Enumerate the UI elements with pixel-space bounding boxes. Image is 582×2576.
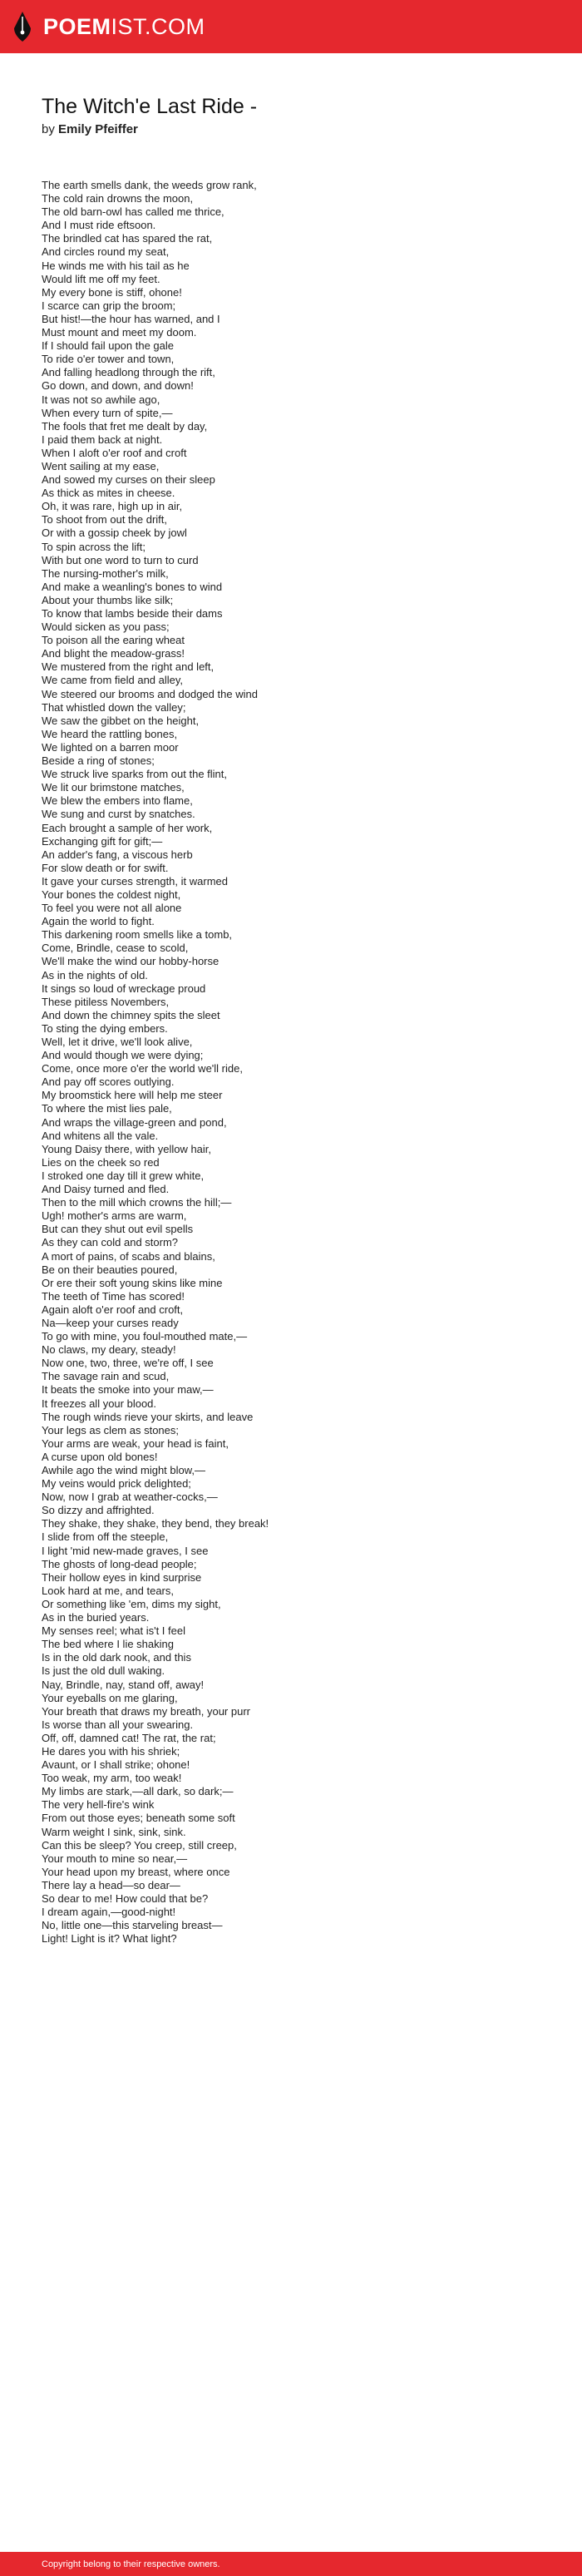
poem-line: Can this be sleep? You creep, still creep,: [42, 1838, 237, 1852]
poem-line: So dizzy and affrighted.: [42, 1504, 155, 1517]
poem-line: He dares you with his shriek;: [42, 1744, 180, 1758]
poem-line: Or ere their soft young skins like mine: [42, 1276, 223, 1289]
poem-line: My veins would prick delighted;: [42, 1477, 191, 1491]
poem-line: We saw the gibbet on the height,: [42, 714, 200, 727]
poem-line: But can they shut out evil spells: [42, 1223, 194, 1236]
poem-line: It was not so awhile ago,: [42, 393, 160, 406]
poem-line: Ugh! mother's arms are warm,: [42, 1209, 187, 1223]
poem-line: The teeth of Time has scored!: [42, 1289, 185, 1303]
poem-line: As in the nights of old.: [42, 968, 148, 981]
poem-line: I dream again,—good-night!: [42, 1906, 176, 1919]
poem-line: Be on their beauties poured,: [42, 1263, 178, 1276]
poem-line: We lit our brimstone matches,: [42, 781, 185, 794]
fountain-pen-nib-icon[interactable]: [12, 10, 33, 43]
poem-line: Then to the mill which crowns the hill;—: [42, 1196, 232, 1209]
poem-line: If I should fail upon the gale: [42, 339, 175, 353]
poem-line: The savage rain and scud,: [42, 1370, 170, 1383]
poem-line: The earth smells dank, the weeds grow rank,: [42, 179, 257, 191]
site-footer: [0, 2552, 582, 2576]
poem-line: Must mount and meet my doom.: [42, 326, 197, 339]
poem-line: And down the chimney spits the sleet: [42, 1008, 220, 1021]
poem-line: But hist!—the hour has warned, and I: [42, 312, 220, 325]
poem-line: Is worse than all your swearing.: [42, 1718, 194, 1731]
logo-text-light: IST.COM: [111, 13, 205, 39]
poem-line: Well, let it drive, we'll look alive,: [42, 1036, 193, 1048]
poem-line: We'll make the wind our hobby-horse: [42, 955, 219, 968]
poem-body: [42, 179, 557, 1946]
poem-line: I light 'mid new-made graves, I see: [42, 1544, 209, 1557]
poem-line: We struck live sparks from out the flint,: [42, 768, 227, 781]
poem-line: Each brought a sample of her work,: [42, 821, 213, 834]
poem-line: Now, now I grab at weather-cocks,—: [42, 1491, 218, 1504]
poem-line: It sings so loud of wreckage proud: [42, 981, 206, 995]
poem-line: Lies on the cheek so red: [42, 1155, 160, 1169]
poem-line: Your mouth to mine so near,—: [42, 1852, 188, 1865]
poem-line: And wraps the village-green and pond,: [42, 1115, 227, 1129]
poem-line: Come, Brindle, cease to scold,: [42, 942, 189, 955]
poem-line: It freezes all your blood.: [42, 1397, 157, 1410]
poem-line: We blew the embers into flame,: [42, 794, 193, 808]
poem-line: Or something like 'em, dims my sight,: [42, 1597, 221, 1610]
site-header: [0, 0, 582, 53]
poem-line: The old barn-owl has called me thrice,: [42, 205, 224, 219]
poem-line: Is just the old dull waking.: [42, 1664, 165, 1678]
poem-line: It gave your curses strength, it warmed: [42, 874, 228, 888]
poem-line: With but one word to turn to curd: [42, 553, 199, 566]
poem-line: I paid them back at night.: [42, 433, 163, 446]
poem-line: To where the mist lies pale,: [42, 1102, 172, 1115]
poem-line: And circles round my seat,: [42, 245, 170, 259]
poem-line: We steered our brooms and dodged the wind: [42, 687, 258, 700]
poem-line: No claws, my deary, steady!: [42, 1343, 176, 1357]
poem-line: Na—keep your curses ready: [42, 1316, 179, 1329]
poem-line: I scarce can grip the broom;: [42, 299, 176, 312]
poem-line: And blight the meadow-grass!: [42, 647, 185, 660]
poem-line: We heard the rattling bones,: [42, 727, 178, 740]
poem-line: So dear to me! How could that be?: [42, 1892, 209, 1905]
poem-line: Your eyeballs on me glaring,: [42, 1691, 178, 1704]
poem-line: Would lift me off my feet.: [42, 272, 160, 285]
poem-line: Oh, it was rare, high up in air,: [42, 500, 183, 513]
poem-line: And falling headlong through the rift,: [42, 366, 215, 379]
poem-line: Your bones the coldest night,: [42, 888, 181, 901]
poem-line: Look hard at me, and tears,: [42, 1584, 174, 1597]
poem-line: For slow death or for swift.: [42, 861, 169, 874]
poem-line: Would sicken as you pass;: [42, 621, 170, 634]
poem-line: It beats the smoke into your maw,—: [42, 1383, 214, 1397]
poem-line: As thick as mites in cheese.: [42, 487, 175, 500]
poem-line: No, little one—this starveling breast—: [42, 1919, 223, 1932]
poem-line: Beside a ring of stones;: [42, 754, 155, 768]
poem-line: Nay, Brindle, nay, stand off, away!: [42, 1678, 205, 1691]
poem-line: We lighted on a barren moor: [42, 740, 179, 754]
poem-line: The fools that fret me dealt by day,: [42, 419, 208, 433]
poem-line: To know that lambs beside their dams: [42, 607, 223, 620]
poem-line: To poison all the earing wheat: [42, 634, 185, 647]
poem-line: As they can cold and storm?: [42, 1236, 179, 1249]
copyright-text: Copyright belong to their respective owners.: [42, 2559, 220, 2569]
poem-line: The brindled cat has spared the rat,: [42, 232, 213, 245]
poem-line: These pitiless Novembers,: [42, 995, 170, 1008]
poem-line: Come, once more o'er the world we'll ride,: [42, 1062, 243, 1075]
poem-line: The rough winds rieve your skirts, and leave: [42, 1410, 254, 1423]
poem-line: From out those eyes; beneath some soft: [42, 1812, 235, 1825]
poem-line: To go with mine, you foul-mouthed mate,—: [42, 1330, 248, 1343]
poem-line: Your legs as clem as stones;: [42, 1423, 179, 1436]
poem-line: A curse upon old bones!: [42, 1450, 158, 1463]
poem-line: Young Daisy there, with yellow hair,: [42, 1142, 212, 1155]
poem-line: Their hollow eyes in kind surprise: [42, 1570, 202, 1584]
poem-line: Again aloft o'er roof and croft,: [42, 1303, 184, 1316]
poem-line: Exchanging gift for gift;—: [42, 834, 163, 848]
author-name[interactable]: Emily Pfeiffer: [58, 122, 138, 136]
poem-content: [42, 93, 557, 1946]
poem-line: And sowed my curses on their sleep: [42, 473, 215, 487]
poem-line: And pay off scores outlying.: [42, 1075, 175, 1089]
poem-line: And would though we were dying;: [42, 1049, 204, 1062]
poem-line: There lay a head—so dear—: [42, 1878, 180, 1891]
by-label: by: [42, 122, 55, 136]
poem-line: We mustered from the right and left,: [42, 660, 215, 674]
poem-line: Your breath that draws my breath, your purr: [42, 1704, 250, 1718]
poem-line: When I aloft o'er roof and croft: [42, 446, 187, 459]
poem-line: Now one, two, three, we're off, I see: [42, 1357, 214, 1370]
poem-line: He winds me with his tail as he: [42, 259, 190, 272]
poem-line: And whitens all the vale.: [42, 1129, 159, 1142]
poem-line: Light! Light is it? What light?: [42, 1932, 177, 1946]
poem-line: An adder's fang, a viscous herb: [42, 848, 193, 861]
poem-line: Go down, and down, and down!: [42, 379, 194, 393]
poem-line: The nursing-mother's milk,: [42, 566, 169, 580]
poem-line: The bed where I lie shaking: [42, 1638, 174, 1651]
poem-line: And make a weanling's bones to wind: [42, 580, 223, 593]
poem-line: To feel you were not all alone: [42, 902, 182, 915]
poem-line: And I must ride eftsoon.: [42, 219, 156, 232]
poem-line: To spin across the lift;: [42, 540, 146, 553]
poem-line: My every bone is stiff, ohone!: [42, 285, 182, 299]
poem-line: That whistled down the valley;: [42, 700, 186, 714]
poem-line: Warm weight I sink, sink, sink.: [42, 1825, 186, 1838]
poem-line: To sting the dying embers.: [42, 1021, 168, 1035]
poem-line: Your head upon my breast, where once: [42, 1865, 230, 1878]
poem-line: Or with a gossip cheek by jowl: [42, 527, 187, 540]
poem-line: Is in the old dark nook, and this: [42, 1651, 191, 1664]
poem-line: And Daisy turned and fled.: [42, 1183, 170, 1196]
poem-line: Again the world to fight.: [42, 915, 155, 928]
poem-line: Your arms are weak, your head is faint,: [42, 1436, 229, 1450]
poem-line: This darkening room smells like a tomb,: [42, 928, 233, 942]
poem-line: The ghosts of long-dead people;: [42, 1557, 197, 1570]
poem-line: When every turn of spite,—: [42, 406, 173, 419]
site-logo[interactable]: [43, 14, 205, 40]
logo-text-bold: POEM: [43, 13, 111, 39]
poem-line: The cold rain drowns the moon,: [42, 192, 194, 205]
poem-line: Awhile ago the wind might blow,—: [42, 1464, 206, 1476]
byline: [42, 121, 557, 138]
poem-line: We came from field and alley,: [42, 674, 184, 687]
poem-line: To ride o'er tower and town,: [42, 353, 175, 366]
poem-line: My broomstick here will help me steer: [42, 1089, 223, 1102]
poem-line: I slide from off the steeple,: [42, 1530, 169, 1544]
poem-line: We sung and curst by snatches.: [42, 808, 195, 821]
poem-line: To shoot from out the drift,: [42, 513, 168, 527]
poem-line: Went sailing at my ease,: [42, 459, 160, 472]
poem-line: A mort of pains, of scabs and blains,: [42, 1249, 215, 1263]
poem-line: My limbs are stark,—all dark, so dark;—: [42, 1785, 234, 1798]
poem-line: As in the buried years.: [42, 1611, 150, 1624]
poem-line: They shake, they shake, they bend, they break!: [42, 1517, 269, 1530]
poem-line: The very hell-fire's wink: [42, 1798, 155, 1812]
poem-line: Off, off, damned cat! The rat, the rat;: [42, 1731, 216, 1744]
poem-line: About your thumbs like silk;: [42, 593, 174, 606]
poem-title: The Witch'e Last Ride -: [42, 95, 258, 118]
poem-line: Avaunt, or I shall strike; ohone!: [42, 1758, 190, 1772]
poem-line: I stroked one day till it grew white,: [42, 1169, 205, 1182]
poem-line: Too weak, my arm, too weak!: [42, 1772, 182, 1785]
poem-line: My senses reel; what is't I feel: [42, 1624, 185, 1638]
